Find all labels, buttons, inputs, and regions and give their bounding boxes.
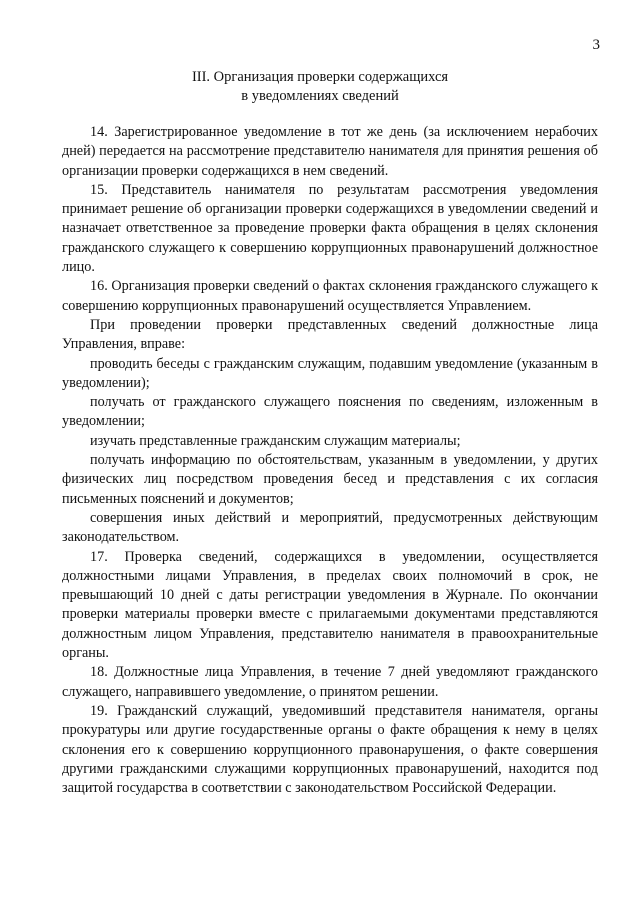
document-body bbox=[62, 123, 598, 798]
list-item-explanations: получать от гражданского служащего пояснения по сведениям, изложенным в уведомлении; bbox=[62, 394, 598, 430]
page-number: 3 bbox=[592, 37, 600, 53]
paragraph-16-intro: При проведении проверки представленных сведений должностные лица Управления, вправе: bbox=[62, 316, 598, 353]
section-heading bbox=[0, 68, 640, 106]
list-item-other-actions: совершения иных действий и мероприятий, предусмотренных действующим законодательством. bbox=[62, 509, 598, 546]
section-title-line-1: III. Организация проверки содержащихся bbox=[191, 69, 449, 85]
paragraph-14: 14. Зарегистрированное уведомление в тот же день (за исключением нерабочих дней) передается на рассмотрение представителю нанимателя для принятия решения об организации проверки содержащихся в нем сведений. bbox=[62, 124, 598, 179]
section-title-line-2: в уведомлениях сведений bbox=[241, 88, 399, 104]
list-item-materials: изучать представленные гражданским служащим материалы; bbox=[90, 432, 461, 449]
paragraph-16: 16. Организация проверки сведений о фактах склонения гражданского служащего к совершению коррупционных правонарушений осуществляется Управлением. bbox=[62, 278, 598, 314]
paragraph-19: 19. Гражданский служащий, уведомивший представителя нанимателя, органы прокуратуры или другие государственные органы о факте обращения к нему в целях склонения его к совершению коррупционного правонарушения, о факте совершения другими гражданскими служащими коррупционных правонарушений, находится под защитой государства в соответствии с законодательством Российской Федерации. bbox=[62, 702, 598, 797]
paragraph-18: 18. Должностные лица Управления, в течение 7 дней уведомляют гражданского служащего, направившего уведомление, о принятом решении. bbox=[62, 664, 598, 700]
paragraph-17: 17. Проверка сведений, содержащихся в уведомлении, осуществляется должностными лицами Управления, в пределах своих полномочий в срок, не превышающий 10 дней с даты регистрации уведомления в Журнале. По окончании проверки материалы проверки вместе с прилагаемыми документами представляются должностным лицом Управления, представителю нанимателя в правоохранительные органы. bbox=[62, 548, 598, 662]
paragraph-15: 15. Представитель нанимателя по результатам рассмотрения уведомления принимает решение об организации проверки содержащихся в уведомлении сведений и назначает ответственное за проведение проверки факта обращения в целях склонения гражданского служащего к совершению коррупционных правонарушений должностное лицо. bbox=[62, 181, 598, 276]
list-item-information: получать информацию по обстоятельствам, указанным в уведомлении, у других физических лиц посредством проведения бесед и представления с их согласия письменных пояснений и документов; bbox=[62, 452, 598, 507]
list-item-conversations: проводить беседы с гражданским служащим, подавшим уведомление (указанным в уведомлении); bbox=[62, 355, 598, 391]
